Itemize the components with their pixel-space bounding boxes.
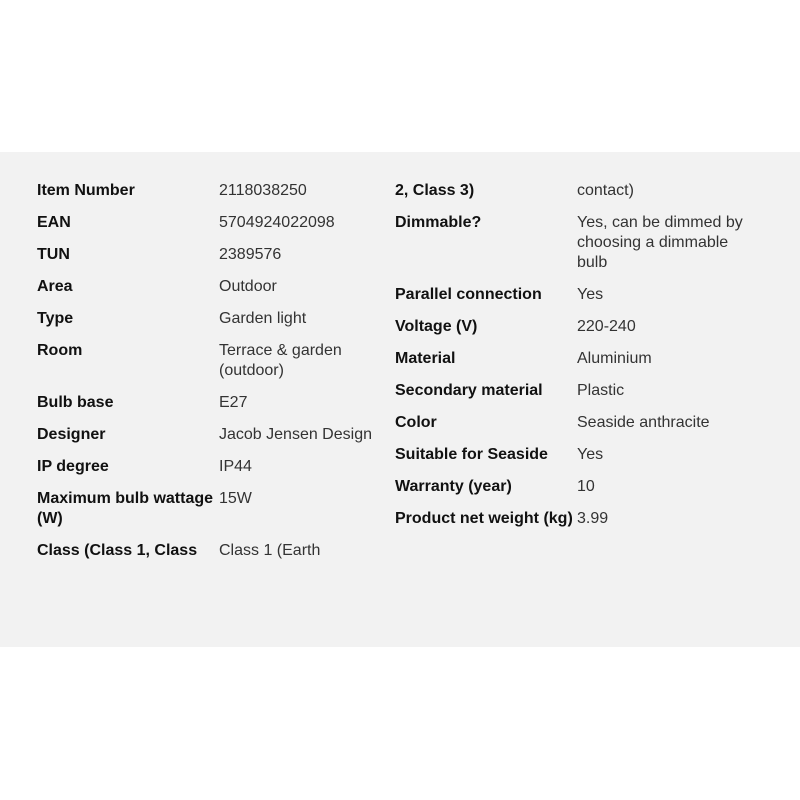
spec-value: Plastic	[577, 382, 625, 399]
spec-row	[37, 245, 397, 265]
spec-label: Warranty (year)	[395, 478, 512, 495]
spec-value: E27	[219, 394, 248, 411]
spec-row	[395, 413, 795, 433]
spec-value: Aluminium	[577, 350, 652, 367]
spec-value: Outdoor	[219, 278, 277, 295]
spec-label: Type	[37, 310, 74, 327]
spec-value: 2118038250	[219, 182, 307, 199]
spec-row	[395, 285, 795, 305]
spec-column-right	[395, 181, 795, 541]
spec-row	[395, 181, 795, 201]
spec-row	[37, 393, 397, 413]
spec-value: Class 1 (Earth	[219, 542, 321, 559]
spec-value: Garden light	[219, 310, 307, 327]
spec-row	[395, 381, 795, 401]
spec-row	[395, 213, 795, 273]
spec-label: Room	[37, 342, 83, 359]
spec-label: Maximum bulb wattage (W)	[37, 490, 214, 527]
spec-value: Terrace & garden (outdoor)	[219, 342, 342, 379]
spec-value: Yes, can be dimmed by choosing a dimmable bulb	[577, 214, 743, 271]
spec-label: 2, Class 3)	[395, 182, 475, 199]
spec-row	[37, 425, 397, 445]
spec-value: 220-240	[577, 318, 636, 335]
spec-value: 10	[577, 478, 595, 495]
spec-row	[37, 309, 397, 329]
spec-row	[395, 509, 795, 529]
spec-value: IP44	[219, 458, 252, 475]
spec-row	[37, 457, 397, 477]
spec-label: Bulb base	[37, 394, 114, 411]
spec-label: Color	[395, 414, 437, 431]
spec-label: Suitable for Seaside	[395, 446, 548, 463]
spec-value: contact)	[577, 182, 634, 199]
spec-label: Class (Class 1, Class	[37, 542, 198, 559]
spec-value: 3.99	[577, 510, 609, 527]
spec-label: Product net weight (kg)	[395, 510, 573, 527]
spec-value: Yes	[577, 446, 604, 463]
spec-row	[37, 213, 397, 233]
spec-label: Item Number	[37, 182, 135, 199]
spec-panel	[0, 152, 800, 647]
spec-row	[37, 277, 397, 297]
spec-row	[395, 349, 795, 369]
spec-label: EAN	[37, 214, 71, 231]
spec-row	[37, 181, 397, 201]
spec-label: Designer	[37, 426, 106, 443]
spec-value: 5704924022098	[219, 214, 335, 231]
spec-value: Jacob Jensen Design	[219, 426, 372, 443]
spec-label: Secondary material	[395, 382, 543, 399]
spec-label: Area	[37, 278, 73, 295]
spec-label: Voltage (V)	[395, 318, 478, 335]
spec-value: 15W	[219, 490, 252, 507]
spec-row	[395, 477, 795, 497]
spec-label: Material	[395, 350, 456, 367]
spec-label: IP degree	[37, 458, 109, 475]
spec-value: 2389576	[219, 246, 282, 263]
spec-label: TUN	[37, 246, 70, 263]
spec-row	[37, 341, 397, 381]
spec-label: Parallel connection	[395, 286, 542, 303]
spec-label: Dimmable?	[395, 214, 482, 231]
spec-row	[37, 489, 397, 529]
spec-column-left	[37, 181, 397, 573]
spec-row	[395, 445, 795, 465]
spec-row	[37, 541, 397, 561]
spec-value: Seaside anthracite	[577, 414, 710, 431]
spec-value: Yes	[577, 286, 604, 303]
spec-row	[395, 317, 795, 337]
